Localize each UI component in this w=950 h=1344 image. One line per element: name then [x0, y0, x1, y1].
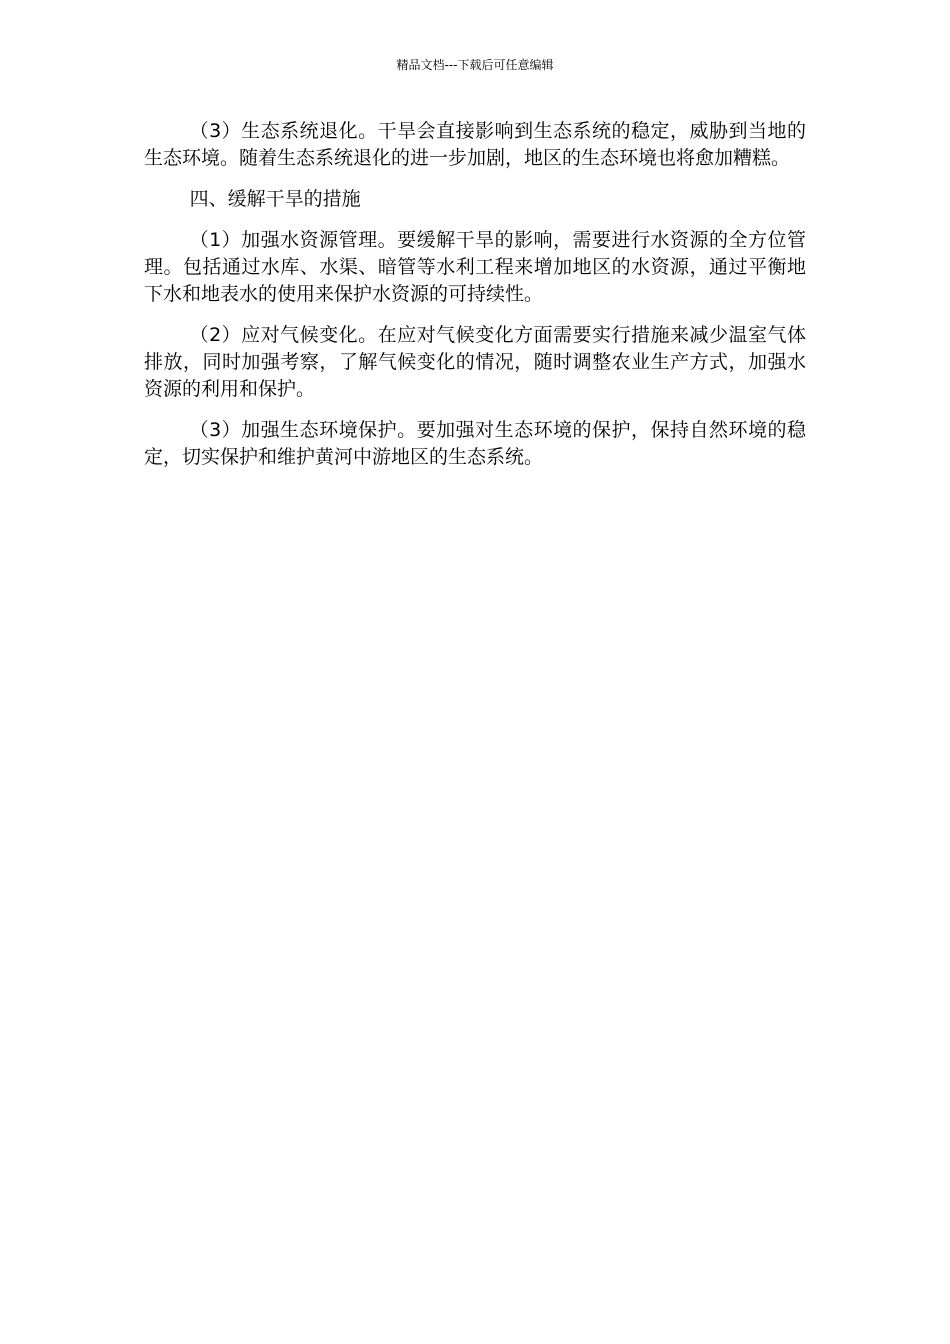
paragraph-water-management: （1）加强水资源管理。要缓解干旱的影响，需要进行水资源的全方位管理。包括通过水库、水渠、暗管等水利工程来增加地区的水资源，通过平衡地下水和地表水的使用来保护水资源的可持续性。	[144, 229, 806, 305]
document-body	[144, 118, 806, 485]
paragraph-climate-change: （2）应对气候变化。在应对气候变化方面需要实行措施来减少温室气体排放，同时加强考察，了解气候变化的情况，随时调整农业生产方式，加强水资源的利用和保护。	[144, 324, 806, 400]
paragraph-ecological-protection: （3）加强生态环境保护。要加强对生态环境的保护，保持自然环境的稳定，切实保护和维护黄河中游地区的生态系统。	[144, 419, 806, 468]
section-heading-drought-mitigation: 四、缓解干旱的措施	[189, 188, 361, 210]
page-header: 精品文档---下载后可任意编辑	[396, 58, 554, 72]
paragraph-ecosystem-degradation: （3）生态系统退化。干旱会直接影响到生态系统的稳定，威胁到当地的生态环境。随着生态系统退化的进一步加剧，地区的生态环境也将愈加糟糕。	[144, 120, 806, 169]
